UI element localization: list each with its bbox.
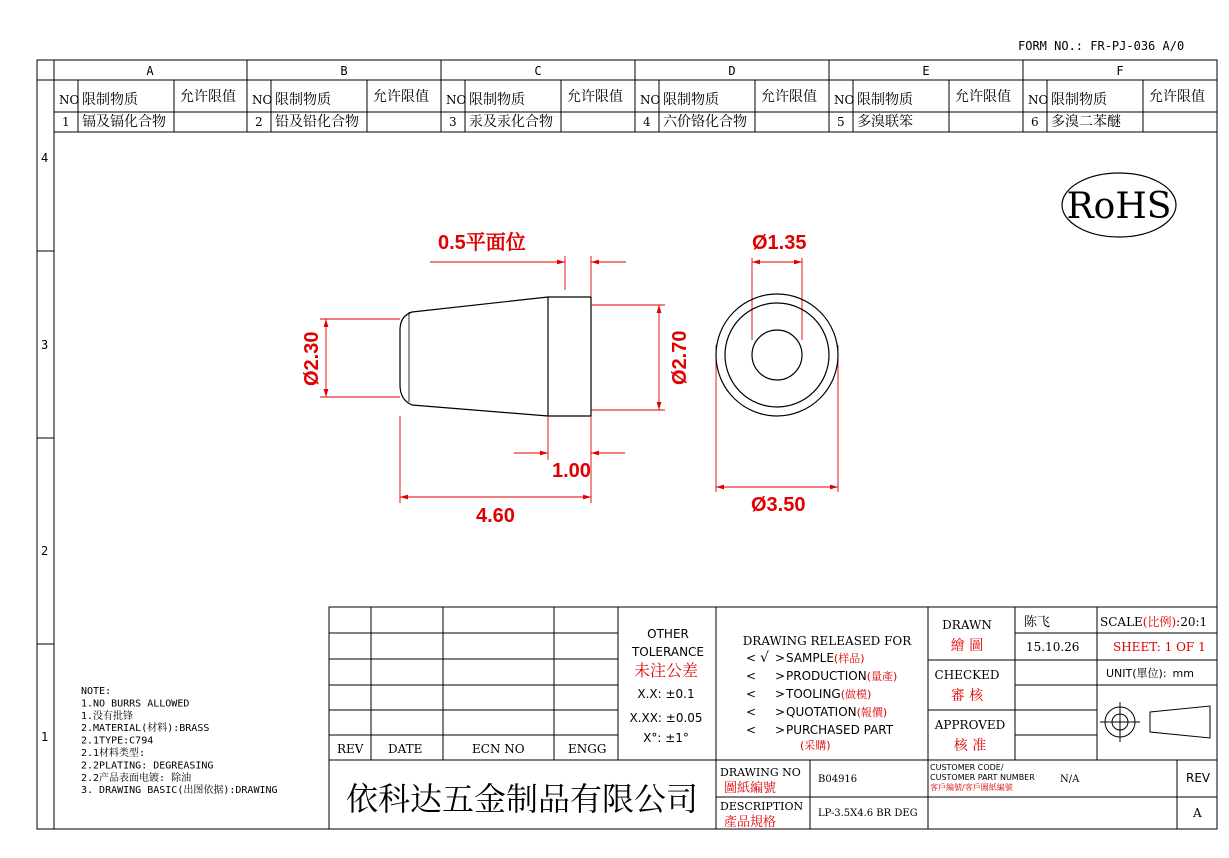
part-side-view: [400, 297, 591, 416]
svg-text:SCALE(比例):20:1: [1100, 614, 1207, 629]
drawing-no-label-cn: 圖紙編號: [724, 781, 777, 796]
release-option-label: QUOTATION: [786, 705, 857, 719]
tolerance-block: [629, 627, 704, 745]
release-title: DRAWING RELEASED FOR: [742, 634, 912, 648]
note-line: 2.2产品表面电镀: 除油: [81, 772, 192, 784]
table-header-limit: 允许限值: [761, 89, 817, 105]
table-cell-no: 1: [62, 115, 70, 129]
drawing-number-block: [720, 766, 918, 830]
drawn-label: DRAWN: [942, 618, 992, 632]
table-cell-no: 4: [643, 115, 651, 129]
dim-d230: Ø2.30: [301, 331, 323, 386]
date-header: DATE: [388, 742, 423, 756]
scale-label-cn: (比例): [1142, 615, 1177, 629]
tolerance-title-1: OTHER: [647, 627, 689, 641]
release-check-mark: √: [760, 650, 769, 666]
release-option-label-cn: (做模): [840, 688, 872, 701]
zone-row-1: 1: [41, 730, 49, 744]
release-option-label-cn: (样品): [833, 652, 865, 665]
zone-column-dividers: [247, 60, 1023, 80]
svg-text:<: <: [746, 723, 757, 737]
drawn-by-name: 陈飞: [1024, 615, 1051, 630]
table-header-no: NO: [252, 93, 273, 107]
restricted-substance-table: [54, 80, 1217, 132]
release-option-label: TOOLING: [786, 687, 841, 701]
table-header-limit: 允许限值: [373, 89, 429, 105]
svg-text:>: >: [775, 723, 786, 737]
zone-col-c: C: [534, 64, 542, 78]
revision-header: [337, 742, 606, 756]
approved-label-cn: 核 准: [953, 738, 987, 754]
rev-label: REV: [1186, 771, 1211, 785]
zone-col-f: F: [1116, 64, 1124, 78]
table-header-limit: 允许限值: [180, 89, 236, 105]
drawing-no-label: DRAWING NO: [720, 766, 801, 779]
zone-row-dividers: [37, 251, 54, 644]
release-option-label-cn: (報價): [856, 706, 888, 719]
customer-code-block: [930, 763, 1080, 792]
restricted-group: [247, 80, 429, 132]
drawn-date: 15.10.26: [1026, 640, 1080, 654]
table-header-substance: 限制物质: [275, 92, 331, 108]
table-cell-no: 2: [255, 115, 263, 129]
table-header-limit: 允许限值: [567, 89, 623, 105]
svg-text:>: >: [775, 687, 786, 701]
svg-text:TOOLING(做模): [785, 687, 871, 701]
dim-d135: Ø1.35: [752, 232, 807, 254]
zone-col-d: D: [728, 64, 736, 78]
description-label: DESCRIPTION: [720, 800, 804, 813]
table-header-substance: 限制物质: [663, 92, 719, 108]
tolerance-cn: 未注公差: [633, 661, 699, 680]
company-name: 依科达五金制品有限公司: [345, 780, 699, 818]
table-cell-substance: 铅及铅化合物: [275, 114, 359, 130]
note-line: 2.1材料类型:: [81, 748, 146, 759]
zone-col-b: B: [340, 64, 348, 78]
dim-d270: Ø2.70: [669, 330, 691, 385]
release-option-label-cn: (量產): [866, 670, 898, 683]
table-header-no: NO: [1028, 93, 1049, 107]
svg-text:PURCHASED PART(采購): [786, 723, 894, 752]
dim-flat: 0.5平面位: [438, 232, 526, 254]
svg-text:UNIT(單位):mm: [1106, 667, 1194, 680]
release-option: [746, 650, 865, 666]
zone-row-4: 4: [41, 151, 49, 165]
note-line: 1.没有批锋: [81, 710, 134, 722]
part-end-view: [716, 294, 838, 416]
svg-text:QUOTATION(報價): [786, 705, 887, 719]
svg-text:>: >: [775, 705, 786, 719]
restricted-group: [635, 80, 817, 132]
restricted-group: [829, 80, 1011, 132]
dim-l100: 1.00: [552, 460, 591, 482]
note-line: 3. DRAWING BASIC(出图依据):DRAWING: [81, 785, 278, 797]
table-cell-substance: 镉及镉化合物: [82, 114, 166, 130]
svg-text:>: >: [775, 651, 786, 665]
engg-header: ENGG: [568, 742, 607, 756]
zone-row-labels: [41, 151, 48, 744]
table-header-no: NO: [640, 93, 661, 107]
customer-label-cn: 客戶編號/客戶圖紙編號: [930, 783, 1013, 792]
notes-block: [81, 686, 278, 796]
table-header-no: NO: [834, 93, 855, 107]
release-option: [746, 687, 871, 701]
release-list: [746, 650, 897, 752]
note-line: 2.2PLATING: DEGREASING: [81, 760, 214, 772]
rohs-label: RoHS: [1066, 186, 1172, 227]
svg-text:<: <: [746, 687, 757, 701]
description-label-cn: 產品規格: [724, 815, 777, 830]
tolerance-xx: X.X: ±0.1: [637, 687, 695, 701]
dim-d350: Ø3.50: [751, 494, 806, 516]
svg-text:PRODUCTION(量產): [786, 669, 897, 683]
release-option-label-cn: (采購): [800, 739, 831, 752]
projection-symbol: [1100, 702, 1210, 742]
ecn-header: ECN NO: [472, 742, 525, 756]
approval-block: [934, 618, 1006, 754]
table-cell-no: 5: [837, 115, 845, 129]
drawing-no-value: B04916: [818, 774, 858, 785]
svg-text:<: <: [746, 651, 757, 665]
note-line: 1.NO BURRS ALLOWED: [81, 698, 190, 710]
unit-value: mm: [1172, 667, 1194, 680]
release-option: [746, 705, 887, 719]
zone-col-e: E: [922, 64, 930, 78]
note-line: NOTE:: [81, 686, 112, 697]
table-header-substance: 限制物质: [857, 92, 913, 108]
table-cell-substance: 多溴二苯醚: [1051, 114, 1121, 130]
table-header-substance: 限制物质: [469, 92, 525, 108]
release-option: [746, 669, 897, 683]
table-cell-substance: 汞及汞化合物: [469, 114, 553, 130]
approved-label: APPROVED: [934, 718, 1006, 732]
form-number: FORM NO.: FR-PJ-036 A/0: [1018, 39, 1185, 53]
tolerance-angle: X°: ±1°: [643, 731, 689, 745]
customer-label-1: CUSTOMER CODE/: [930, 763, 1004, 772]
checked-label-cn: 審 核: [950, 688, 984, 704]
tolerance-xxx: X.XX: ±0.05: [629, 711, 703, 725]
restricted-group: [59, 80, 236, 132]
note-line: 2.1TYPE:C794: [81, 735, 154, 747]
unit-label: UNIT(單位):: [1106, 667, 1167, 680]
restricted-group: [441, 80, 623, 132]
customer-value: N/A: [1060, 774, 1080, 785]
drawn-label-cn: 繪 圖: [950, 638, 984, 654]
table-cell-substance: 多溴联笨: [857, 114, 913, 130]
checked-label: CHECKED: [934, 668, 1000, 682]
scale-block: [1100, 614, 1207, 680]
zone-col-a: A: [146, 64, 154, 78]
svg-text:>: >: [775, 669, 786, 683]
table-header-no: NO: [446, 93, 467, 107]
svg-text:SAMPLE(样品): [786, 651, 865, 665]
zone-row-2: 2: [41, 544, 49, 558]
table-cell-no: 6: [1031, 115, 1039, 129]
zone-row-3: 3: [41, 338, 49, 352]
release-option: [746, 723, 894, 752]
table-header-no: NO: [59, 93, 80, 107]
note-line: 2.MATERIAL(材料):BRASS: [81, 723, 210, 735]
customer-label-2: CUSTOMER PART NUMBER: [930, 773, 1035, 782]
table-cell-substance: 六价铬化合物: [663, 114, 747, 130]
svg-text:<: <: [746, 669, 757, 683]
release-option-label: PURCHASED PART: [786, 723, 894, 737]
table-header-limit: 允许限值: [955, 89, 1011, 105]
sheet-number: SHEET: 1 OF 1: [1113, 640, 1206, 654]
table-header-substance: 限制物质: [1051, 92, 1107, 108]
table-cell-no: 3: [449, 115, 457, 129]
rev-value: A: [1193, 806, 1202, 820]
restricted-group: [1023, 80, 1205, 132]
tolerance-title-2: TOLERANCE: [631, 645, 705, 659]
release-option-label: SAMPLE: [786, 651, 834, 665]
rev-header: REV: [337, 742, 364, 756]
description-value: LP-3.5X4.6 BR DEG: [818, 808, 918, 819]
scale-label: SCALE: [1100, 615, 1143, 629]
dim-l460: 4.60: [476, 505, 515, 527]
release-option-label: PRODUCTION: [786, 669, 867, 683]
scale-value: :20:1: [1176, 615, 1208, 629]
sheet-border: [37, 60, 1217, 829]
svg-text:<: <: [746, 705, 757, 719]
table-header-limit: 允许限值: [1149, 89, 1205, 105]
table-header-substance: 限制物质: [82, 92, 138, 108]
